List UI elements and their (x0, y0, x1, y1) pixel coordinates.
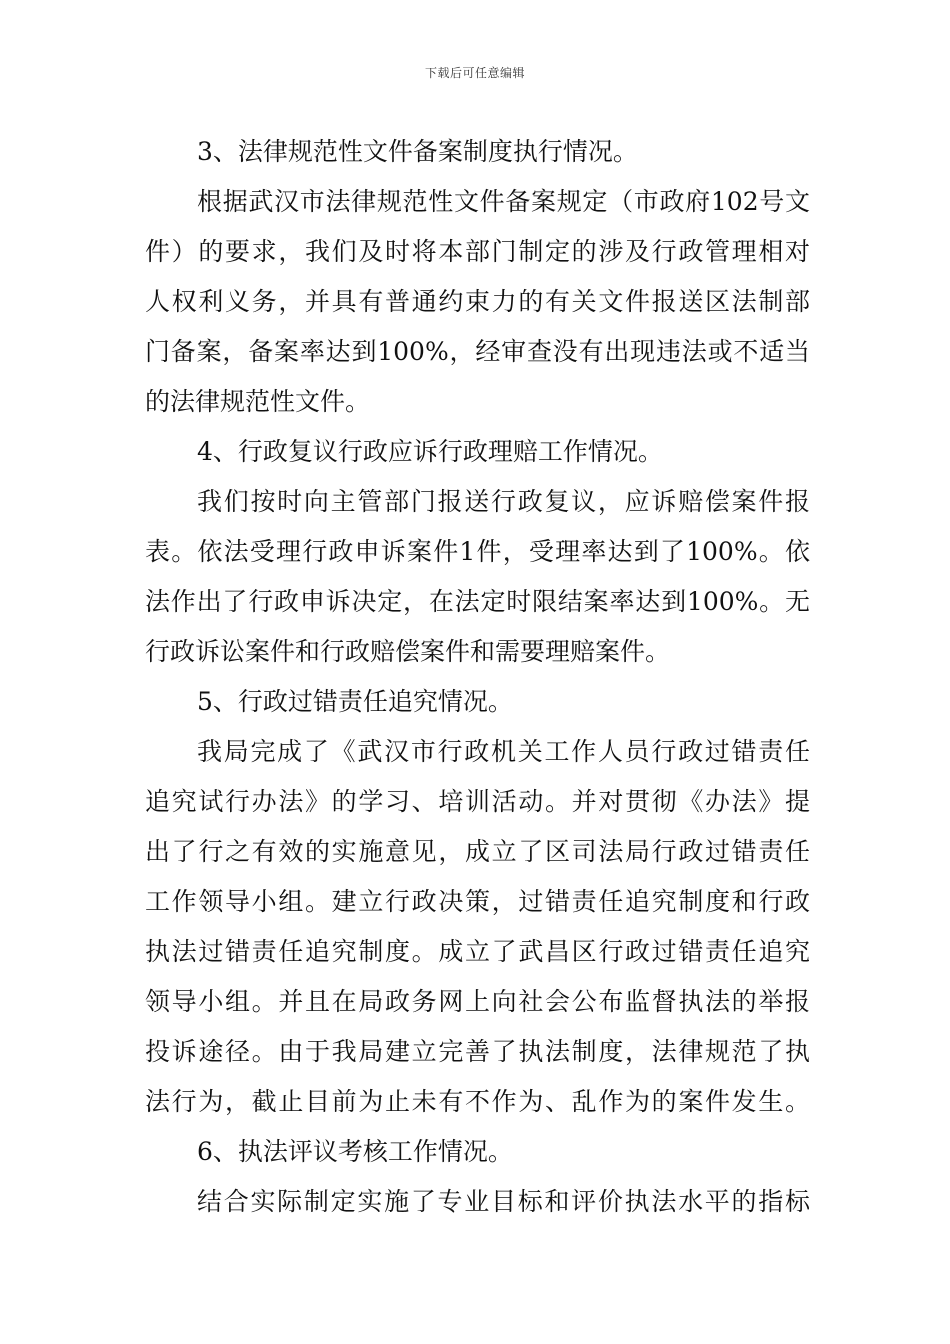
text-line: 工作领导小组。建立行政决策，过错责任追究制度和行政 (145, 887, 810, 916)
text-line: 出了行之有效的实施意见，成立了区司法局行政过错责任 (145, 837, 810, 866)
text-line: 结合实际制定实施了专业目标和评价执法水平的指标 (197, 1187, 810, 1216)
text-line: 表。依法受理行政申诉案件1件，受理率达到了100%。依 (145, 537, 810, 566)
page-header-note: 下载后可任意编辑 (424, 66, 525, 80)
text-line: 我们按时向主管部门报送行政复议，应诉赔偿案件报 (197, 487, 810, 516)
text-line: 3、法律规范性文件备案制度执行情况。 (197, 137, 638, 166)
text-line: 法作出了行政申诉决定，在法定时限结案率达到100%。无 (145, 587, 810, 616)
text-line: 人权利义务，并具有普通约束力的有关文件报送区法制部 (145, 287, 810, 316)
text-line: 门备案，备案率达到100%，经审查没有出现违法或不适当 (145, 337, 810, 366)
document-body (145, 127, 810, 1227)
text-line: 追究试行办法》的学习、培训活动。并对贯彻《办法》提 (145, 787, 810, 816)
text-line: 件）的要求，我们及时将本部门制定的涉及行政管理相对 (145, 237, 810, 266)
text-line: 法行为，截止目前为止未有不作为、乱作为的案件发生。 (145, 1087, 810, 1116)
text-line: 4、行政复议行政应诉行政理赔工作情况。 (197, 437, 663, 466)
text-line: 的法律规范性文件。 (145, 387, 371, 416)
text-line: 6、执法评议考核工作情况。 (197, 1137, 513, 1166)
text-line: 投诉途径。由于我局建立完善了执法制度，法律规范了执 (145, 1037, 810, 1066)
text-line: 行政诉讼案件和行政赔偿案件和需要理赔案件。 (145, 637, 671, 666)
text-line: 5、行政过错责任追究情况。 (197, 687, 513, 716)
text-line: 领导小组。并且在局政务网上向社会公布监督执法的举报 (145, 987, 810, 1016)
text-line: 根据武汉市法律规范性文件备案规定（市政府102号文 (197, 187, 810, 216)
text-line: 我局完成了《武汉市行政机关工作人员行政过错责任 (197, 737, 810, 766)
text-line: 执法过错责任追究制度。成立了武昌区行政过错责任追究 (145, 937, 810, 966)
